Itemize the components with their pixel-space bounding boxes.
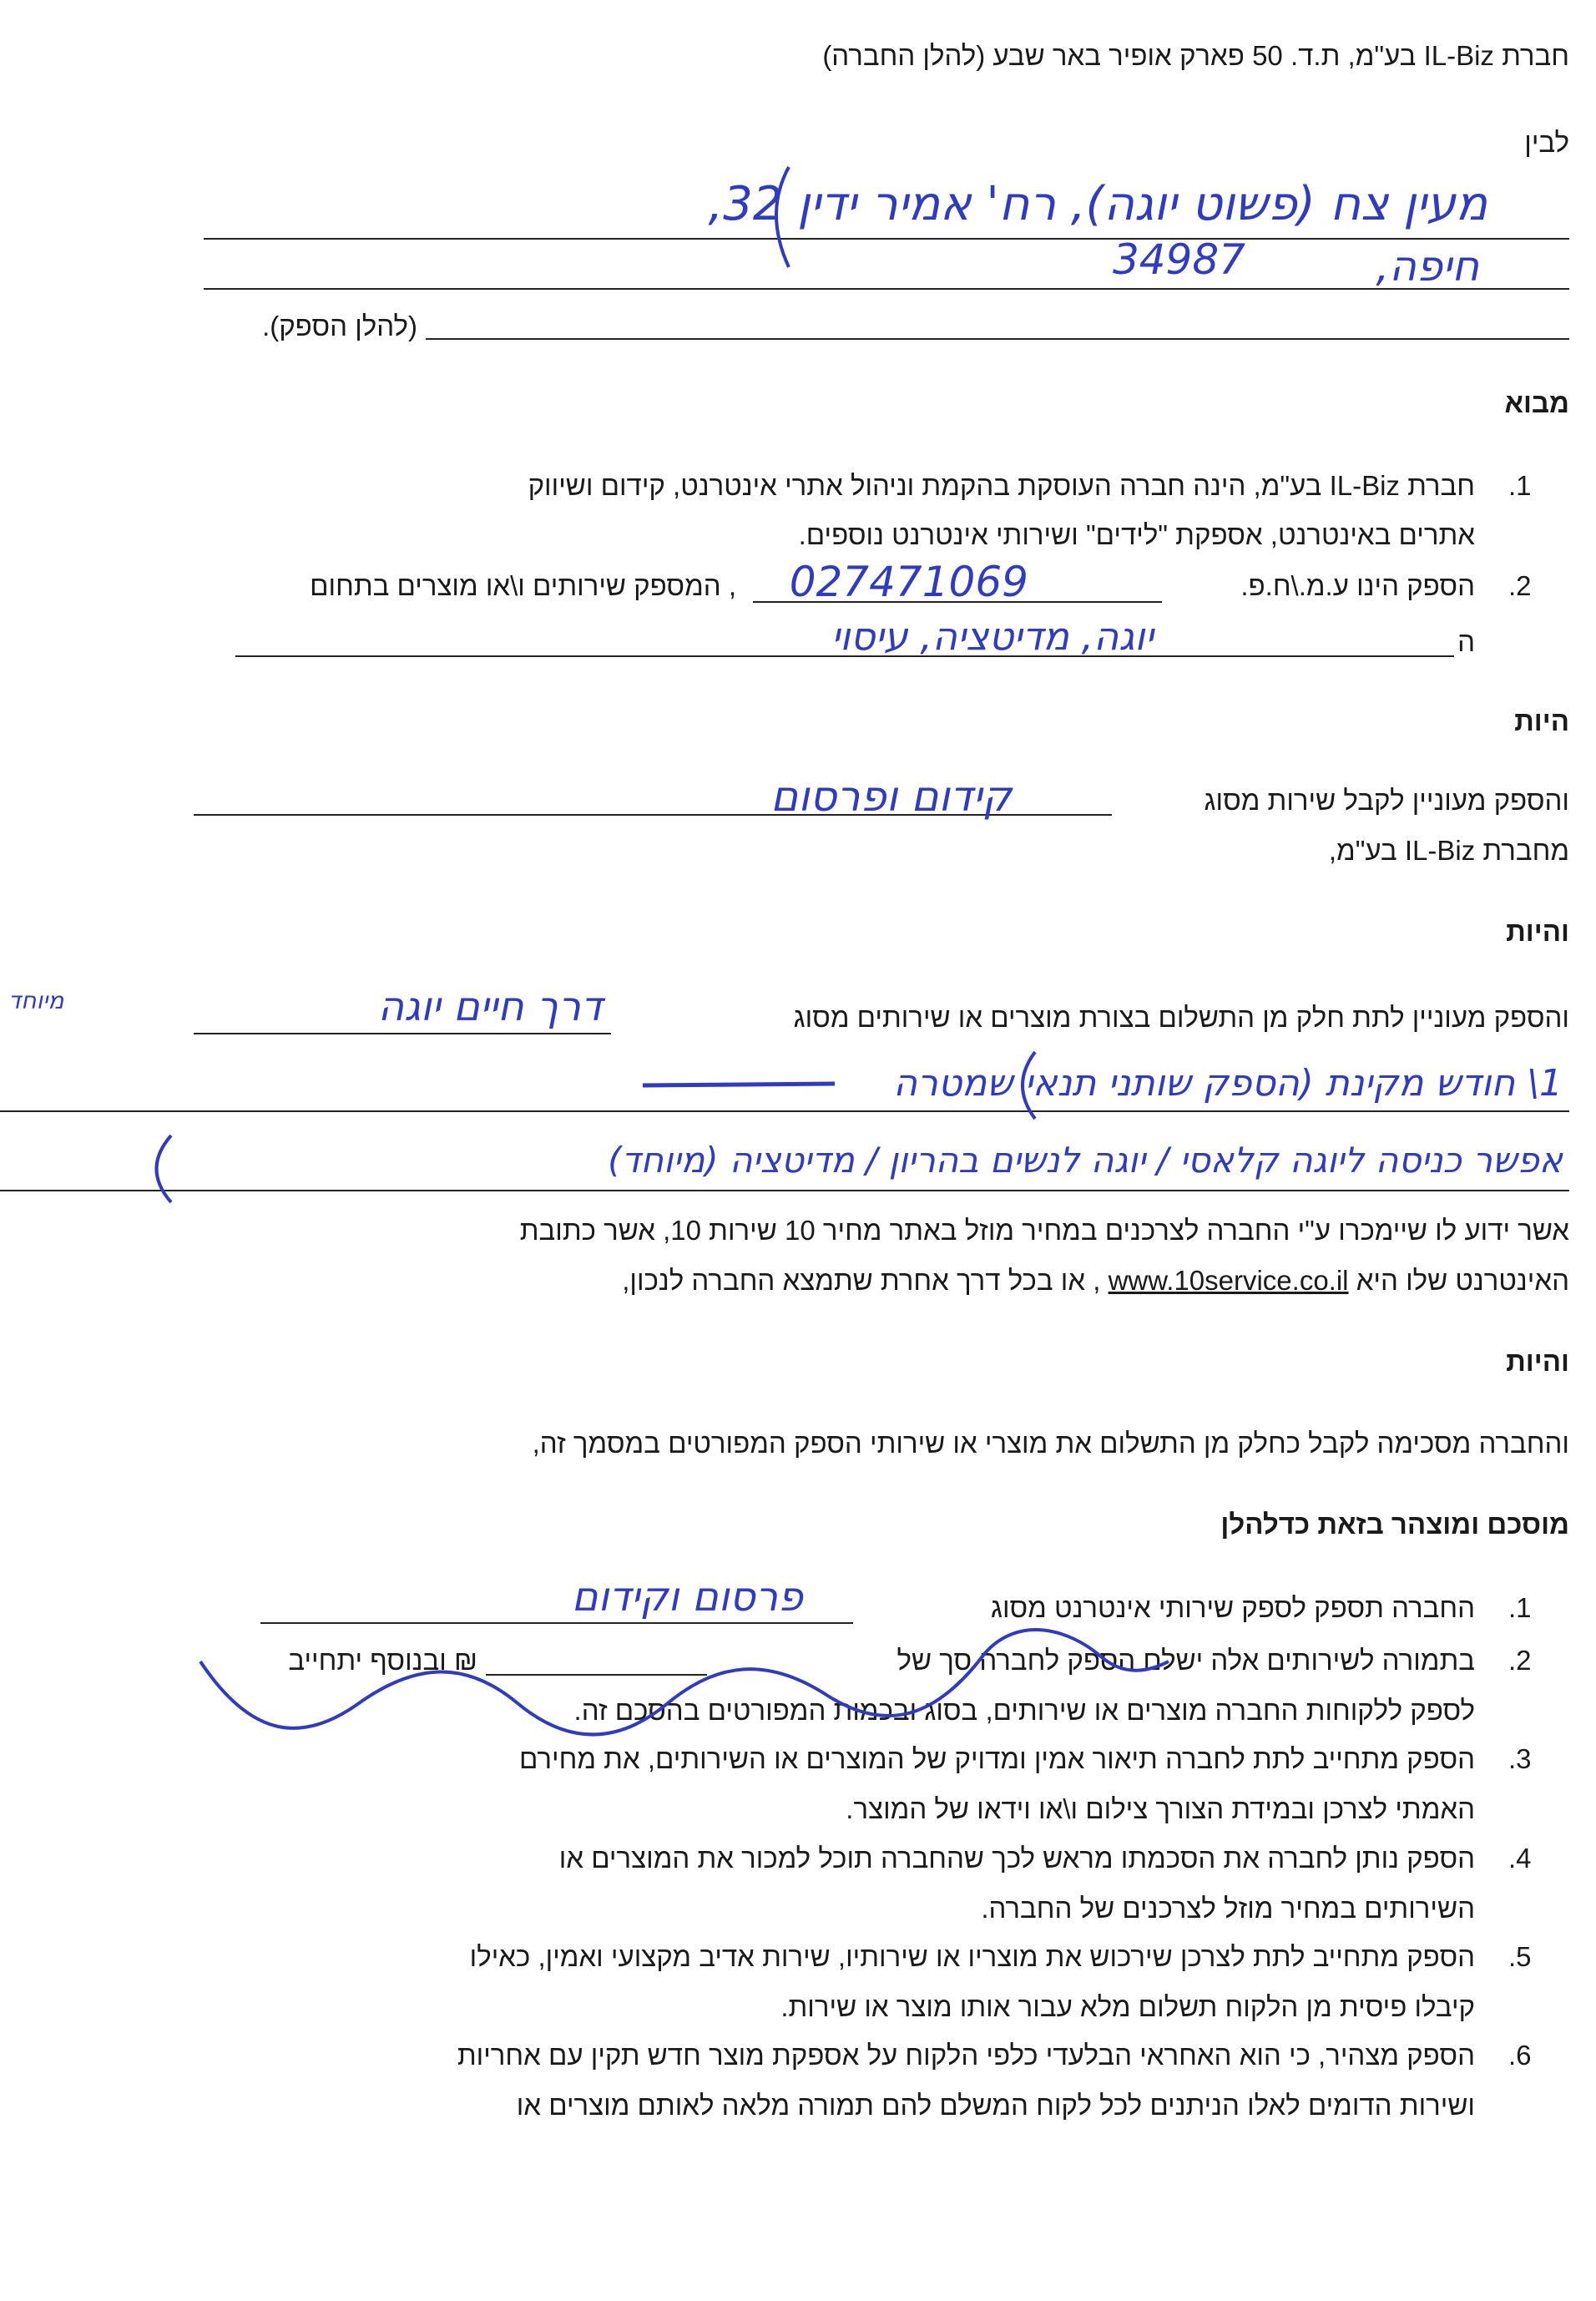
agreed-service-handwritten: פרסום וקידום <box>571 1574 803 1621</box>
offer-type-handwritten: דרך חיים יוגה <box>377 984 603 1030</box>
agreed-item-5-line-2: קיבלו פיסית מן הלקוח תשלום מלא עבור אותו מוצר או שירות. <box>780 1991 1475 2022</box>
agreed-item-6-line-2: ושירות הדומים לאלו הניתנים לכל לקוח המשלם להם תמורה מלאה לאותם מוצרים או <box>516 2090 1475 2121</box>
intro-item-1-number: 1. <box>1508 470 1532 501</box>
whereas-2-line-4 <box>622 1257 1569 1304</box>
intro-item-1-line-1: חברת IL-Biz בע"מ, הינה חברה העוסקת בהקמת וניהול אתרי אינטרנט, קידום ושיווק <box>528 470 1475 501</box>
supplier-zip-handwritten: 34987 <box>1112 235 1245 284</box>
agreed-item-2-line-1-post: ₪ ובנוסף יתחייב <box>288 1645 477 1676</box>
agreed-item-6-line-1: הספק מצהיר, כי הוא האחראי הבלעדי כלפי הלקוח על אספקת מוצר חדש תקין עם אחריות <box>457 2040 1475 2071</box>
intro-item-2-pre: הספק הינו ע.מ.\ח.פ. <box>1240 570 1475 601</box>
supplier-name-handwritten: מעין צח (פשוט יוגה), רח' אמיר ידין 32, <box>708 177 1487 231</box>
whereas-1-line-2: מחברת IL-Biz בע"מ, <box>1328 835 1569 866</box>
agreed-item-4-number: 4. <box>1508 1843 1532 1874</box>
offer-type-line <box>194 1033 611 1034</box>
service-type-handwritten: קידום ופרסום <box>770 772 1012 821</box>
supplier-line-1 <box>204 238 1569 240</box>
agreed-item-6-number: 6. <box>1508 2040 1532 2071</box>
agreed-item-1-line-1: החברה תספק לספק שירותי אינטרנט מסוג <box>991 1592 1475 1623</box>
strikethrough-stroke <box>643 1084 835 1085</box>
whereas-1-heading: היות <box>1514 705 1569 736</box>
supplier-line-3 <box>426 338 1569 340</box>
whereas-3-heading: והיות <box>1506 1346 1569 1377</box>
agreed-item-5-line-1: הספק מתחייב לתת לצרכן שירכוש את מוצריו או שירותיו, שירות אדיב מקצועי ואמין, כאילו <box>469 1941 1475 1972</box>
agreed-service-line <box>260 1622 853 1624</box>
whereas-2-heading: והיות <box>1506 916 1569 947</box>
intro-heading: מבוא <box>1504 387 1569 418</box>
agreed-item-3-line-1: הספק מתחייב לתת לחברה תיאור אמין ומדויק של המוצרים או השירותים, את מחירם <box>519 1743 1475 1774</box>
supplier-suffix: (להלן הספק). <box>262 311 417 341</box>
agreed-item-2-number: 2. <box>1508 1645 1532 1676</box>
whereas-2-line-4-post: , או בכל דרך אחרת שתמצא החברה לנכון, <box>622 1265 1101 1296</box>
agreed-item-2-line-2: לספק ללקוחות החברה מוצרים או שירותים, בסוג ובכמות המפורטים בהסכם זה. <box>573 1695 1475 1726</box>
field-handwritten: יוגה, מדיטציה, עיסוי <box>831 614 1154 659</box>
business-id-handwritten: 027471069 <box>789 558 1028 606</box>
agreed-item-4-line-2: השירותים במחיר מוזל לצרכנים של החברה. <box>981 1893 1475 1924</box>
intro-item-2-prefix-he: ה <box>1457 626 1475 657</box>
agreed-heading: מוסכם ומוצהר בזאת כדלהלן <box>1220 1509 1569 1540</box>
offer-line-1-handwritten: 1\ חודש מקינת (הספק שותני תנאי שמטרה <box>893 1062 1563 1105</box>
website-link[interactable]: www.10service.co.il <box>1108 1265 1349 1296</box>
whereas-2-line-4-pre: האינטרנט שלו היא <box>1356 1265 1569 1296</box>
agreed-item-3-number: 3. <box>1508 1743 1532 1774</box>
margin-note-handwritten: מיוחד <box>8 987 64 1014</box>
agreed-item-3-line-2: האמתי לצרכן ובמידת הצורך צילום ו\או וידאו של המוצר. <box>846 1793 1475 1824</box>
whereas-2-line-3: אשר ידוע לו שיימכרו ע"י החברה לצרכנים במחיר מוזל באתר מחיר 10 שירות 10, אשר כתובת <box>519 1215 1569 1246</box>
whereas-1-line-1: והספק מעוניין לקבל שירות מסוג <box>1204 785 1569 816</box>
supplier-city-handwritten: חיפה, <box>1376 242 1479 291</box>
whereas-2-line-1: והספק מעוניין לתת חלק מן התשלום בצורת מוצרים או שירותים מסוג <box>793 1002 1569 1033</box>
agreed-item-4-line-1: הספק נותן לחברה את הסכמתו מראש לכך שהחברה תוכל למכור את המוצרים או <box>558 1843 1475 1874</box>
between-label: לבין <box>1524 127 1569 158</box>
agreed-item-2-line-1-pre: בתמורה לשירותים אלה ישלם הספק לחברה סך של <box>896 1645 1475 1676</box>
offer-line-2 <box>0 1190 1569 1191</box>
intro-item-2-mid: , המספק שירותים ו\או מוצרים בתחום <box>310 570 736 601</box>
brace-stroke <box>157 1135 172 1202</box>
offer-line-2-handwritten: אפשר כניסה ליוגה קלאסי / יוגה לנשים בהריון / מדיטציה (מיוחד) <box>608 1140 1563 1181</box>
company-line: חברת IL-Biz בע"מ, ת.ד. 50 פארק אופיר באר שבע (להלן החברה) <box>822 40 1569 71</box>
agreed-item-1-number: 1. <box>1508 1592 1532 1623</box>
intro-item-1-line-2: אתרים באינטרנט, אספקת "לידים" ושירותי אינטרנט נוספים. <box>798 519 1475 550</box>
supplier-line-2 <box>204 288 1569 290</box>
whereas-3-line: והחברה מסכימה לקבל כחלק מן התשלום את מוצרי או שירותי הספק המפורטים במסמך זה, <box>532 1428 1569 1459</box>
agreed-item-5-number: 5. <box>1508 1941 1532 1972</box>
amount-line <box>486 1674 707 1676</box>
intro-item-2-number: 2. <box>1508 570 1532 601</box>
offer-line-1 <box>0 1110 1569 1112</box>
